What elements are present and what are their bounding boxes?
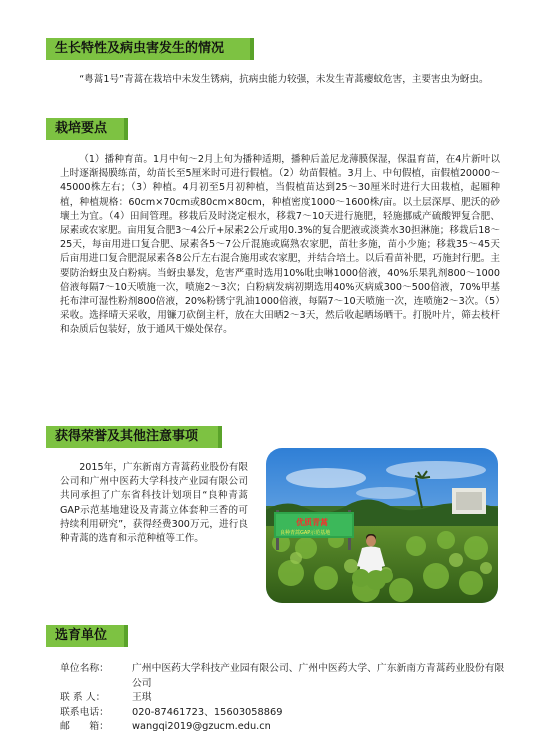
- field-photo: [266, 448, 498, 603]
- contact-label: 邮 箱：: [60, 721, 109, 732]
- contact-row-phone: [60, 706, 510, 721]
- cultivation-paragraph: （1）播种育苗。1月中旬～2月上旬为播种适期，播种后盖尼龙薄膜保湿，保温育苗，在4片新叶以上时逐渐揭膜练苗，幼苗长至5厘米时可进行假植。（2）幼苗假植。3月上、中旬假植，亩假植20000～45000株左右；（3）种植。4月初至5月初种植，当假植苗达到25～30厘米时进行大田栽植，起厢种植，种植规格：60cm×70cm或80cm×80cm，种植密度1000～1600株/亩。以土层深厚、肥沃的砂壤土为宜。（4）田间管理。移栽后及时浇定根水，移栽7～10天进行施肥，轻施挪威产硫酸钾复合肥、尿素或农家肥。亩用复合肥3～4公斤+尿素2公斤或用0.3%的复合肥液或淡粪水30担淋施；移栽后18～25天，每亩用进口复合肥、尿素各5～7公斤混施或腐熟农家肥，苗壮多施，苗小少施；移栽35～45天后亩用进口复合肥混尿素各8公斤左右混合施用或农家肥，并结合培土。以后看苗补肥，巧施封行肥。主要防治蚜虫及白粉病。当蚜虫暴发，危害严重时选用10%吡虫啉1000倍液，40%乐果乳剂800～1000倍液每隔7～10天喷施一次，喷施2～3次；白粉病发病初期选用40%灭病威300～500倍液，70%甲基托布津可湿性粉剂800倍液，20%粉锈宁乳油1000倍液，每隔7～10天喷施一次，连喷施2～3次。（5）采收。选择晴天采收，用镰刀砍倒主杆，放在大田晒2～3天，然后收起晒场晒干。打脱叶片，筛去枝杆和杂质后包装好，放于通风干燥处保存。: [60, 154, 500, 336]
- heading-accent: [250, 38, 254, 60]
- section-heading-text: 选育单位: [55, 628, 108, 643]
- contact-email-link[interactable]: wangqi2019@gzucm.edu.cn: [132, 721, 271, 732]
- section-heading-honors: [46, 426, 222, 448]
- contact-row-unit: [60, 662, 510, 691]
- traits-paragraph: “粤蒿1号”青蒿在栽培中未发生锈病，抗病虫能力较强，未发生青蒿瘿蚊危害，主要害虫为蚜虫。: [79, 74, 489, 85]
- section-heading-unit: [46, 625, 128, 647]
- sign-subtitle: 良种青蒿GAP示范基地: [280, 530, 331, 536]
- contact-row-person: [60, 691, 510, 706]
- section-heading-text: 栽培要点: [55, 121, 108, 136]
- heading-accent: [124, 625, 128, 647]
- contact-block: [60, 662, 510, 735]
- section-heading-traits: [46, 38, 254, 60]
- sign-title: 优质青蒿: [296, 518, 328, 527]
- contact-row-email: [60, 720, 510, 735]
- contact-value: 020-87461723、15603058869: [132, 706, 283, 718]
- heading-accent: [218, 426, 222, 448]
- heading-accent: [124, 118, 128, 140]
- section-heading-text: 获得荣誉及其他注意事项: [55, 429, 199, 444]
- contact-value: 广州中医药大学科技产业园有限公司、广州中医药大学、广东新南方青蒿药业股份有限公司: [132, 663, 505, 689]
- section-heading-cultivation: [46, 118, 128, 140]
- honors-paragraph: 2015年，广东新南方青蒿药业股份有限公司和广州中医药大学科技产业园有限公司共同承担了广东省科技计划项目“良种青蒿GAP示范基地建设及青蒿立体套种三香的可持续利用研究”，获得经费300万元，进行良种青蒿的选育和示范种植等工作。: [60, 462, 248, 545]
- contact-label: 联 系 人：: [60, 692, 106, 703]
- contact-label: 单位名称：: [60, 663, 109, 674]
- section-heading-text: 生长特性及病虫害发生的情况: [55, 41, 225, 56]
- contact-label: 联系电话：: [60, 706, 109, 718]
- field-photo-illustration: [266, 448, 498, 603]
- contact-value: 王琪: [132, 692, 152, 703]
